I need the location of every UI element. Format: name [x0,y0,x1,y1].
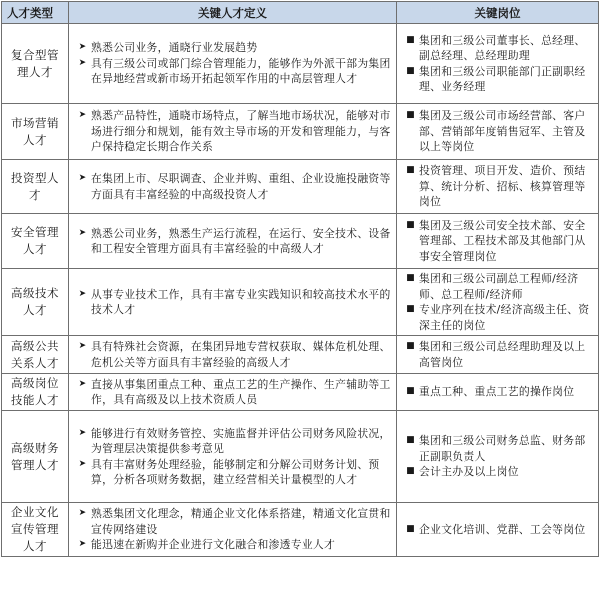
talent-type-text: 才 [29,187,41,202]
list-item [76,56,392,87]
list-item-text: 熟悉集团文化理念，精通企业文化体系搭建，精通文化宣贯和宣传网络建设 [91,507,391,536]
square-bullet-icon: ■ [406,110,415,121]
talent-type-text: 人才 [23,132,47,147]
table-row [2,160,599,214]
square-bullet-icon: ■ [406,435,415,446]
list-item [404,271,594,302]
list-item-text: 熟悉公司业务，通晓行业发展趋势 [91,41,258,55]
talent-type-text: 高级技术 [11,286,59,300]
bullet-list [397,108,598,155]
bullet-list [69,108,396,155]
square-bullet-icon: ■ [406,386,415,397]
list-item-text: 集团及三级公司市场经营部、客户部、营销部年度销售冠军、主管及以上等岗位 [419,109,586,154]
list-item-text: 集团和三级公司副总工程师/经济师、总工程师/经济师 [419,272,579,301]
table-row [2,24,599,104]
talent-table [1,1,599,557]
list-item-text: 集团和三级公司总经理助理及以上高管岗位 [419,340,586,369]
arrow-bullet-icon: ➤ [78,110,87,121]
table-row [2,214,599,269]
bullet-list [397,218,598,265]
bullet-list [69,426,396,488]
arrow-bullet-icon: ➤ [78,378,87,389]
talent-type-text: 市场营销 [11,115,59,130]
list-item-text: 集团和三级公司职能部门正副职经理、业务经理 [419,64,586,93]
talent-type-cell [2,104,69,160]
list-item-text: 熟悉产品特性，通晓市场特点，了解当地市场状况，能够对市场进行细分和规划，能有效主导市场的开发和管理能力，与客户保持稳定长期合作关系 [91,109,391,154]
table-row [2,411,599,503]
list-item [76,287,392,318]
list-item [404,433,594,464]
bullet-list [397,522,598,538]
definition-cell [69,104,397,160]
list-item [404,108,594,155]
table-row [2,503,599,557]
arrow-bullet-icon: ➤ [78,288,87,299]
talent-type-cell [2,160,69,214]
square-bullet-icon: ■ [406,219,415,230]
table-row [2,269,599,336]
list-item-text: 熟悉公司业务，熟悉生产运行流程，在运行、安全技术、设备和工程安全管理方面具有丰富经验的中高级人才 [91,226,391,255]
bullet-list [69,506,396,553]
list-item [404,163,594,210]
arrow-bullet-icon: ➤ [78,42,87,53]
talent-type-text: 管理人才 [11,457,59,472]
bullet-list [397,33,598,95]
definition-cell [69,503,397,557]
list-item-text: 具有丰富财务处理经验，能够制定和分解公司财务计划、预算，分析各项财务数据，建立经营相关计量模型的人才 [91,457,380,486]
list-item-text: 能迅速在新购并企业进行文化融合和渗透专业人才 [91,538,336,552]
header-row [2,2,599,24]
square-bullet-icon: ■ [406,341,415,351]
positions-cell [397,214,599,269]
bullet-list [69,339,396,370]
header-positions: 关键岗位 [397,2,599,24]
positions-cell [397,160,599,214]
bullet-list [397,433,598,480]
arrow-bullet-icon: ➤ [78,57,87,68]
definition-cell [69,411,397,503]
definition-cell [69,374,397,411]
bullet-list [69,171,396,202]
list-item [404,384,594,400]
list-item [404,522,594,538]
definition-cell [69,160,397,214]
talent-type-text: 高级公共 [11,338,59,353]
talent-type-text: 理人才 [17,64,53,79]
bullet-list [397,384,598,400]
list-item-text: 在集团上市、尽职调查、企业并购、重组、企业设施投融资等方面具有丰富经验的中高级投资人才 [91,172,391,201]
list-item-text: 具有三级公司或部门综合管理能力，能够作为外派干部为集团在异地经营或新市场开拓起领军作用的中高层管理人才 [91,56,391,86]
list-item-text: 投资管理、项目开发、造价、预结算、统计分析、招标、核算管理等岗位 [419,164,586,209]
list-item-text: 重点工种、重点工艺的操作岗位 [419,385,575,399]
list-item-text: 专业序列在技术/经济高级主任、资深主任的岗位 [419,303,590,332]
table-row [2,104,599,160]
list-item-text: 具有特殊社会资源，在集团异地专营权获取、媒体危机处理、危机公关等方面具有丰富经验的高级人才 [91,340,391,369]
list-item-text: 能够进行有效财务管控、实施监督并评估公司财务风险状况，为管理层决策提供参考意见 [91,426,391,455]
list-item-text: 从事专业技术工作，具有丰富专业实践知识和较高技术水平的技术人才 [91,287,391,316]
positions-cell [397,336,599,374]
positions-cell [397,24,599,104]
talent-type-text: 关系人才 [11,355,59,370]
talent-type-text: 复合型管 [11,47,59,62]
positions-cell [397,104,599,160]
square-bullet-icon: ■ [406,273,415,283]
list-item-text: 集团和三级公司董事长、总经理、副总经理、总经理助理 [419,33,586,62]
arrow-bullet-icon: ➤ [78,341,87,351]
positions-cell [397,269,599,336]
list-item [76,226,392,257]
list-item [404,218,594,265]
list-item [76,537,392,553]
talent-type-text: 企业文化 [11,505,59,519]
list-item [404,464,594,480]
list-item-text: 企业文化培训、党群、工会等岗位 [419,522,586,536]
talent-type-text: 人才 [23,303,47,317]
bullet-list [397,271,598,333]
talent-type-text: 投资型人 [11,170,59,185]
list-item [76,339,392,370]
talent-type-cell [2,269,69,336]
list-item [76,457,392,488]
talent-type-cell [2,336,69,374]
square-bullet-icon: ■ [406,165,415,176]
list-item [404,339,594,370]
list-item [404,302,594,333]
list-item [76,426,392,457]
square-bullet-icon: ■ [406,304,415,314]
definition-cell [69,24,397,104]
list-item-text: 会计主办及以上岗位 [419,465,519,479]
positions-cell [397,411,599,503]
positions-cell [397,374,599,411]
talent-type-text: 宣传管理 [11,522,59,536]
talent-type-cell [2,411,69,503]
list-item [76,506,392,537]
table-row [2,374,599,411]
bullet-list [69,226,396,257]
arrow-bullet-icon: ➤ [78,227,87,238]
bullet-list [69,377,396,408]
list-item-text: 直接从事集团重点工种、重点工艺的生产操作、生产辅助等工作，具有高级及以上技术资质人员 [91,377,391,406]
definition-cell [69,214,397,269]
list-item [76,171,392,202]
header-type: 人才类型 [2,2,69,24]
list-item [404,64,594,95]
arrow-bullet-icon: ➤ [78,427,87,438]
talent-type-cell [2,214,69,269]
bullet-list [397,163,598,210]
talent-type-cell [2,374,69,411]
list-item [76,377,392,408]
talent-type-text: 人才 [23,539,47,553]
talent-type-text: 人才 [23,242,47,256]
arrow-bullet-icon: ➤ [78,458,87,469]
talent-type-cell [2,503,69,557]
header-definition: 关键人才定义 [69,2,397,24]
list-item-text: 集团及三级公司安全技术部、安全管理部、工程技术部及其他部门从事安全管理岗位 [419,218,586,263]
bullet-list [397,339,598,370]
positions-cell [397,503,599,557]
talent-type-text: 安全管理 [11,225,59,239]
arrow-bullet-icon: ➤ [78,173,87,183]
definition-cell [69,269,397,336]
square-bullet-icon: ■ [406,466,415,477]
square-bullet-icon: ■ [406,65,415,76]
arrow-bullet-icon: ➤ [78,508,87,519]
talent-type-text: 高级财务 [11,440,59,455]
square-bullet-icon: ■ [406,523,415,534]
table-row [2,336,599,374]
talent-type-cell [2,24,69,104]
arrow-bullet-icon: ➤ [78,539,87,550]
square-bullet-icon: ■ [406,34,415,45]
definition-cell [69,336,397,374]
list-item [76,108,392,155]
talent-type-text: 技能人才 [11,393,59,407]
talent-type-text: 高级岗位 [11,376,59,390]
list-item [404,33,594,64]
list-item-text: 集团和三级公司财务总监、财务部正副职负责人 [419,434,586,463]
list-item [76,40,392,56]
bullet-list [69,287,396,318]
bullet-list [69,40,396,87]
